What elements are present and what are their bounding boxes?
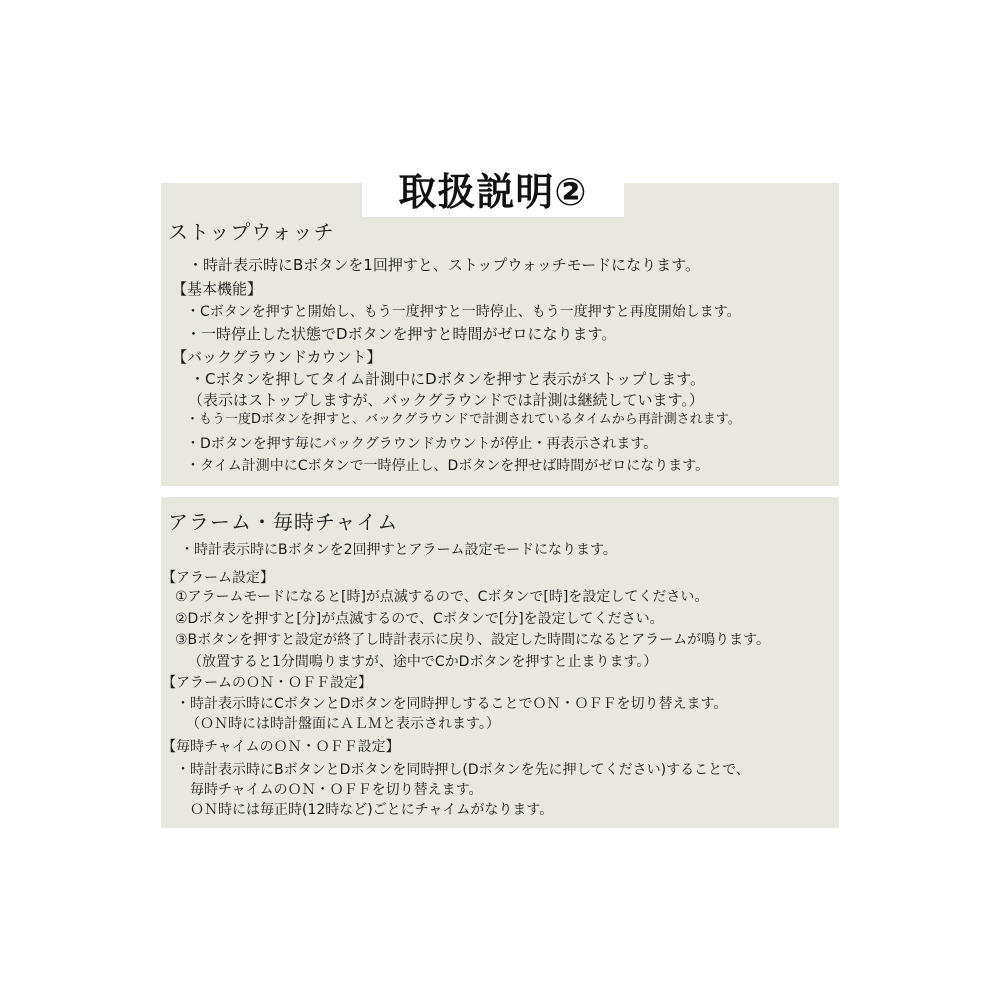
alarm-setting-line: ②Dボタンを押すと[分]が点滅するので、Cボタンで[分]を設定してください。 <box>175 611 664 627</box>
alarm-intro: ・時計表示時にBボタンを2回押すとアラーム設定モードになります。 <box>180 542 617 558</box>
stopwatch-intro: ・時計表示時にBボタンを1回押すと、ストップウォッチモードになります。 <box>188 256 700 274</box>
alarm-setting-label: 【アラーム設定】 <box>162 570 274 586</box>
page-title: 取扱説明② <box>362 167 624 217</box>
chime-onoff-line: ＯＮ時には毎正時(12時など)ごとにチャイムがなります。 <box>190 802 554 818</box>
chime-onoff-line: 毎時チャイムのＯＮ・ＯＦＦを切り替えます。 <box>190 782 483 798</box>
basic-function-line: ・Cボタンを押すと開始し、もう一度押すと一時停止、もう一度押すと再度開始します。 <box>186 304 741 320</box>
alarm-onoff-line: ・時計表示時にCボタンとDボタンを同時押しすることでＯＮ・ＯＦＦを切り替えます。 <box>176 696 728 712</box>
alarm-onoff-line: （ＯＮ時には時計盤面にＡＬＭと表示されます。） <box>186 716 500 732</box>
alarm-setting-line: ③Bボタンを押すと設定が終了し時計表示に戻り、設定した時間になるとアラームが鳴ります。 <box>175 632 771 648</box>
stopwatch-heading: ストップウォッチ <box>168 220 335 244</box>
chime-onoff-label: 【毎時チャイムのＯＮ・ＯＦＦ設定】 <box>162 739 400 755</box>
background-count-label: 【バックグラウンドカウント】 <box>172 348 382 366</box>
alarm-onoff-label: 【アラームのＯＮ・ＯＦＦ設定】 <box>162 675 372 691</box>
basic-function-label: 【基本機能】 <box>172 280 263 298</box>
background-count-line: （表示はストップしますが、バックグラウンドでは計測は継続しています。） <box>188 391 704 409</box>
alarm-setting-line: ①アラームモードになると[時]が点滅するので、Cボタンで[時]を設定してください。 <box>175 589 709 605</box>
background-count-line: ・Dボタンを押す毎にバックグラウンドカウントが停止・再表示されます。 <box>186 436 658 452</box>
basic-function-line: ・一時停止した状態でDボタンを押すと時間がゼロになります。 <box>186 325 617 343</box>
alarm-setting-line: （放置すると1分間鳴りますが、途中でCかDボタンを押すと止まります。） <box>188 654 658 670</box>
alarm-heading: アラーム・毎時チャイム <box>168 510 399 534</box>
background-count-line: ・Cボタンを押してタイム計測中にDボタンを押すと表示がストップします。 <box>190 370 706 388</box>
background-count-line: ・もう一度Dボタンを押すと、バックグラウンドで計測されているタイムから再計測されます。 <box>186 412 741 427</box>
background-count-line: ・タイム計測中にCボタンで一時停止し、Dボタンを押せば時間がゼロになります。 <box>186 458 710 474</box>
chime-onoff-line: ・時計表示時にBボタンとDボタンを同時押し(Dボタンを先に押してください)することで、 <box>176 762 750 778</box>
